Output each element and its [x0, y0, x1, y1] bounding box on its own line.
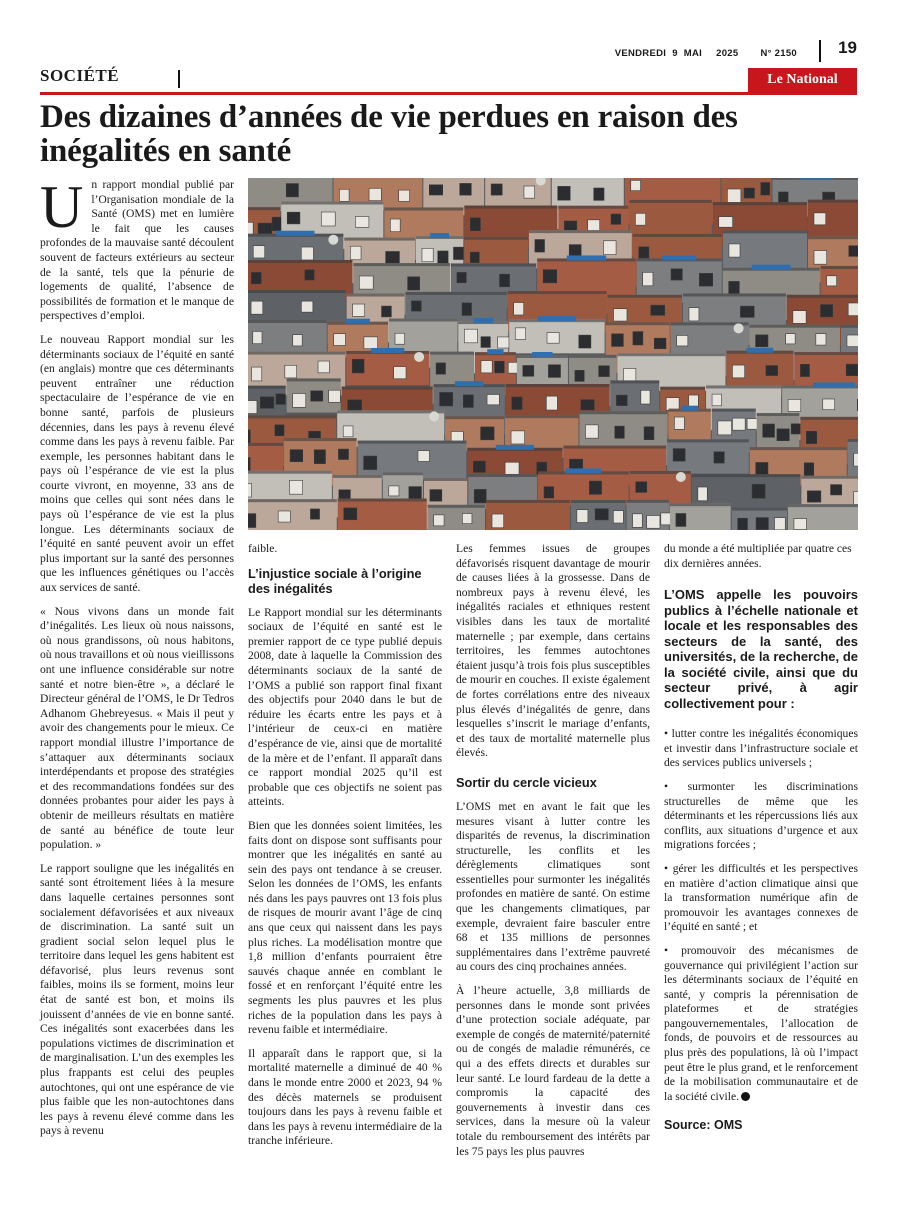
page-number: 19 — [838, 38, 857, 57]
day: VENDREDI — [614, 48, 667, 59]
end-mark-icon — [741, 1092, 750, 1101]
column-3 — [456, 542, 650, 1168]
page-divider — [819, 40, 821, 62]
paragraph: Le rapport souligne que les inégalités en santé sont étroitement liées à la mesure dans laquelle certaines personnes sont socialement défavorisées et aux niveaux de discrimination. La santé suit un gradient social selon lequel plus le territoire dans lequel les gens habitent est défavorisé, plus leurs revenus sont faibles, moins ils se forment, moins leur état de santé est bon, et moins ils jouissent d’années de vie en bonne santé. Ces inégalités sont exacerbées dans les populations victimes de discrimination et de marginalisation. L’un des exemples les plus frappants est celui des peuples autochtones, qui ont une espérance de vie plus faible que les non-autochtones dans les pays à revenu élevé comme dans les pays à revenu — [40, 861, 234, 1138]
subheading: L’injustice sociale à l’origine des inégalités — [248, 565, 422, 596]
year: 2025 — [716, 48, 739, 59]
paragraph: Il apparaît dans le rapport que, si la mortalité maternelle a diminué de 40 % dans le monde entre 2000 et 2023, 94 % des décès maternels se produisent toujours dans les pays à revenu faible et dans les pays à revenu intermédiaire de la tranche inférieure. — [248, 1046, 442, 1148]
subheading: Sortir du cercle vicieux — [456, 774, 597, 790]
paragraph: À l’heure actuelle, 3,8 milliards de personnes dans le monde sont privées d’une protection sociale adéquate, par exemple de congés de maternité/paternité ou de congés de maladie rémunérés, ce qui a des effets directs et durables sur leur santé. Le lourd fardeau de la dette a compromis la capacité des gouvernements à investir dans ces services, dans la mesure où la valeur totale du remboursement des intérêts par les 75 pays les plus pauvres — [456, 984, 650, 1158]
paragraph: du monde a été multipliée par quatre ces dix dernières années. — [664, 542, 852, 570]
date-issue — [601, 48, 797, 59]
paragraph: « Nous vivons dans un monde fait d’inégalités. Les lieux où nous naissons, où nous grandissons, où nous habitons, où nous travaillons et où nous vieillissons ont une influence considérable sur notre santé et notre bien-être », a déclaré le Directeur général de l’OMS, le Dr Tedros Adhanom Ghebreyesus. « Mais il peut y avoir des changements pour le mieux. Ce rapport mondial illustre l’importance de s’attaquer aux déterminants sociaux interdépendants et propose des stratégies et des recommandations fondées sur des données probantes pour aider les pays à obtenir de meilleurs résultats en matière de santé au bénéfice de toute leur population. » — [40, 604, 234, 852]
list-item: • gérer les difficultés et les perspectives en matière d’action climatique ainsi que la transformation numérique afin de promouvoir les avantages connexes de l’équité en santé ; et — [664, 861, 858, 934]
column-2 — [248, 542, 442, 1158]
lead-paragraph: n rapport mondial publié par l’Organisation mondiale de la Santé (OMS) met en lumière le fait que les causes profondes de la mauvaise santé découlent souvent de facteurs extérieurs au secteur de la santé, tels que la pénurie de logements de qualité, l’absence de possibilités de formation et le manque de perspectives d’emploi. — [40, 178, 234, 323]
source-credit: Source: OMS — [664, 1118, 743, 1133]
list-item-text: • promouvoir des mécanismes de gouvernance qui privilégient l’action sur les déterminants sociaux de l’équité en santé, y compris la pérennisation de plateformes et de stratégies pangouvernementales, l’allocation de fonds, de pouvoirs et de ressources au plus près des populations, là où l’impact peut être le plus grand, et le renforcement de la mobilisation communautaire et de la société civile. — [664, 943, 858, 1103]
section-label: SOCIÉTÉ — [40, 66, 120, 85]
favela-photo — [248, 178, 858, 530]
paragraph: Les femmes issues de groupes défavorisés risquent davantage de mourir de causes liées à la grossesse. Dans de nombreux pays à revenu élevé, les inégalités raciales et ethniques restent visibles dans les taux de mortalité maternelle ; par exemple, dans certains territoires, les femmes autochtones étaient jusqu’à trois fois plus susceptibles de mourir en couches. Il existe également de fortes corrélations entre des niveaux plus élevés d’inégalités de genre, dans lesquelles s’inscrit le mariage d’enfants, et des taux de mortalité maternelle plus élevés. — [456, 542, 650, 760]
list-item: • lutter contre les inégalités économiques et investir dans l’infrastructure sociale et des services publics universels ; — [664, 727, 858, 770]
call-to-action: L’OMS appelle les pouvoirs publics à l’échelle nationale et locale et les responsables des secteurs de la santé, des universités, de la recherche, de la société civile, ainsi que du secteur privé, à agir collectivement pour : — [664, 587, 858, 711]
section-divider — [178, 70, 180, 88]
masthead — [40, 38, 857, 68]
date-month: MAI — [683, 48, 703, 59]
date-day: 9 — [672, 48, 678, 59]
paragraph: Bien que les données soient limitées, les faits dont on dispose sont suffisants pour montrer que les inégalités en santé au sein des pays ont tendance à se creuser. Selon les données de l’OMS, les enfants nés dans les pays pauvres ont 13 fois plus de risques de mourir avant l’âge de cinq ans que ceux qui naissent dans les pays plus riches. La modélisation montre que 1,8 million d’enfants pourraient être sauvés chaque année en comblant le fossé et en renforçant l’équité entre les segments les plus pauvres et les plus riches de la population dans les pays à revenu faible et intermédiaire. — [248, 818, 442, 1037]
list-item — [664, 944, 858, 1105]
header-rule — [40, 92, 857, 95]
brand-badge: Le National — [748, 68, 857, 92]
issue-number: N° 2150 — [760, 48, 797, 59]
column-1 — [40, 174, 234, 1148]
drop-cap: U — [40, 174, 84, 240]
column-4 — [664, 542, 858, 1133]
paragraph: faible. — [248, 542, 278, 555]
paragraph: Le Rapport mondial sur les déterminants sociaux de l’équité en santé est le premier rapport de ce type publié depuis 2008, date à laquelle la Commission des déterminants sociaux de la santé de l’OMS a publié son rapport final fixant des objectifs pour 2040 dans le but de réduire les écarts entre les pays et à l’intérieur de ceux-ci en matière d’espérance de vie, ainsi que de mortalité de la mère et de l’enfant. Il apparaît dans ce rapport mondial 2025 qu’il est probable que ces objectifs ne soient pas atteints. — [248, 605, 442, 809]
paragraph: L’OMS met en avant le fait que les mesures visant à lutter contre les disparités de revenus, la discrimination structurelle, les conflits et les dérèglements climatiques sont essentielles pour surmonter les inégalités profondes en matière de santé. On estime que les changements climatiques, par exemple, devraient faire basculer entre 68 et 135 millions de personnes supplémentaires dans l’extrême pauvreté au cours des cinq prochaines années. — [456, 799, 650, 974]
article-title: Des dizaines d’années de vie perdues en raison des inégalités en santé — [40, 99, 738, 169]
paragraph: Le nouveau Rapport mondial sur les déterminants sociaux de l’équité en santé (en anglais) montre que ces déterminants peuvent entraîner une réduction spectaculaire de l’espérance de vie en bonne santé, parfois de plusieurs décennies, dans les pays à revenu élevé comme dans les pays à revenu faible. Par exemple, les personnes habitant dans le pays où l’espérance de vie est la plus courte vivront, en moyenne, 33 ans de moins que celles qui sont nées dans le pays où l’espérance de vie est la plus longue. Les déterminants sociaux de l’équité en santé peuvent avoir un effet plus important sur la santé des personnes que les influences génétiques ou l’accès aux services de santé. — [40, 332, 234, 595]
list-item: • surmonter les discriminations structurelles de même que les déterminants et les répercussions liés aux conflits, aux situations d’urgence et aux migrations forcées ; — [664, 779, 858, 852]
